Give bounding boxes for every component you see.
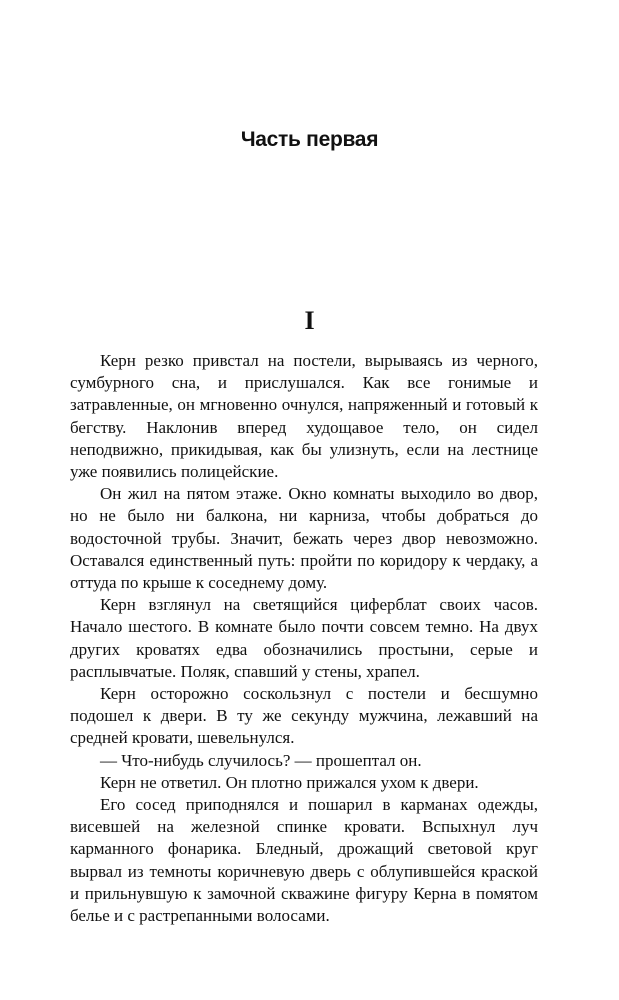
paragraph: Керн не ответил. Он плотно прижался ухом к двери. bbox=[100, 772, 479, 792]
paragraph: Он жил на пятом этаже. Окно комнаты выходило во двор, но не было ни балкона, ни карниза, чтобы добраться до водосточной трубы. Значит, бежать через двор невозможно. Оставался единственный путь: пройти по коридору к чердаку, а оттуда по крыше к соседнему дому. bbox=[70, 484, 538, 593]
paragraph: Керн взглянул на светящийся циферблат своих часов. Начало шестого. В комнате было почти совсем темно. На двух других кроватях едва обозначились простыни, серые и расплывчатые. Поляк, спавший у стены, храпел. bbox=[70, 595, 538, 681]
part-title: Часть первая bbox=[240, 128, 379, 151]
paragraph: — Что-нибудь случилось? — прошептал он. bbox=[100, 750, 422, 770]
paragraph: Его сосед приподнялся и пошарил в карманах одежды, висевшей на железной спинке кровати. Вспыхнул луч карманного фонарика. Бледный, дрожащий световой круг вырвал из темноты коричневую дверь с облупившейся краской и прильнувшую к замочной скважине фигуру Керна в помятом белье и с растрепанными волосами. bbox=[70, 795, 538, 926]
paragraph: Керн резко привстал на постели, вырываясь из черного, сумбурного сна, и прислушался. Как все гонимые и затравленные, он мгновенно очнулся, напряженный и готовый к бегству. Наклонив вперед худощавое тело, он сидел неподвижно, прикидывая, как бы улизнуть, если на лестнице уже появились полицейские. bbox=[70, 351, 538, 482]
chapter-text bbox=[70, 350, 538, 927]
paragraph: Керн осторожно соскользнул с постели и бесшумно подошел к двери. В ту же секунду мужчина, лежавший на средней кровати, шевельнулся. bbox=[70, 684, 538, 748]
chapter-number: I bbox=[304, 306, 315, 335]
